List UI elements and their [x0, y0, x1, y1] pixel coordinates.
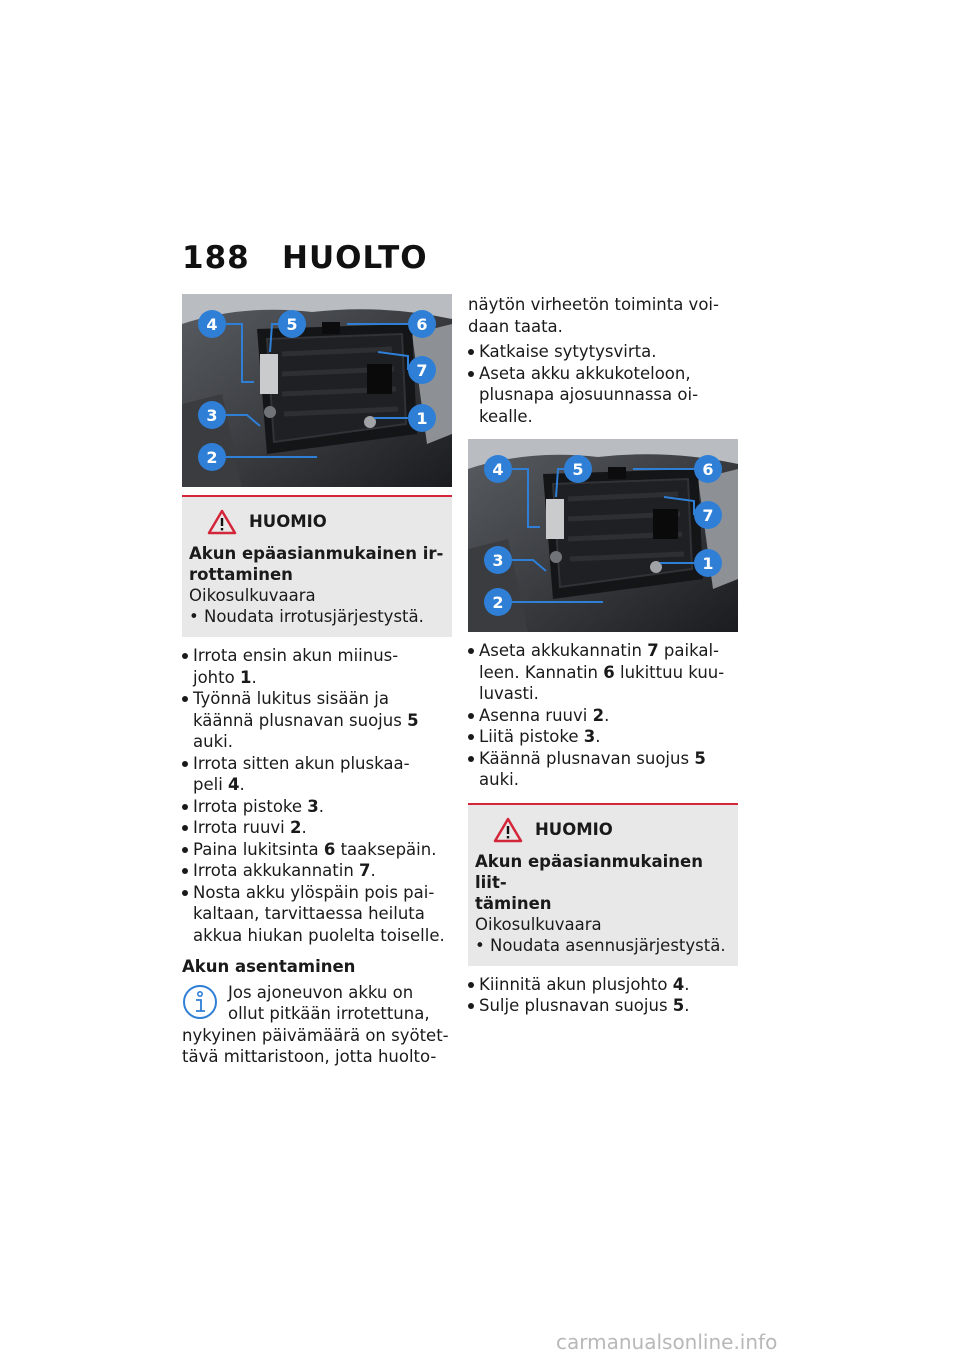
callout-4: 4 [206, 315, 218, 334]
notice-heading-line-2: rottaminen [189, 565, 293, 584]
notice-box [182, 495, 452, 637]
list-item: Aseta akkukannatin 7 paikal- leen. Kannatin 6 lukittuu kuu- luvasti. [468, 640, 738, 705]
callout-1: 1 [416, 409, 428, 428]
battery-photo-2 [468, 439, 738, 632]
list-item: Irrota ensin akun miinus- johto 1. [182, 645, 452, 688]
list-item: Irrota akkukannatin 7. [182, 860, 452, 882]
list-item: Paina lukitsinta 6 taaksepäin. [182, 839, 452, 861]
battery-photo [182, 294, 452, 487]
callout-5: 5 [286, 315, 298, 334]
warning-icon [207, 509, 237, 535]
info-line-2: ollut pitkään irrotettuna, [228, 1004, 430, 1023]
list-item: Aseta akku akkukoteloon, plusnapa ajosuunnassa oi- kealle. [468, 363, 738, 428]
removal-steps [182, 645, 452, 946]
list-item: Työnnä lukitus sisään ja käännä plusnavan suojus 5 auki. [182, 688, 452, 753]
callout-6: 6 [416, 315, 428, 334]
callout-7: 7 [702, 506, 714, 525]
info-note [182, 982, 452, 1068]
list-item: Irrota pistoke 3. [182, 796, 452, 818]
installation-steps-2 [468, 640, 738, 791]
notice-box-2 [468, 803, 738, 966]
right-column [468, 294, 738, 1017]
page-header [182, 240, 428, 276]
callout-3: 3 [492, 551, 504, 570]
left-column [182, 294, 452, 1068]
notice-heading-line-2: täminen [475, 893, 552, 913]
list-item: Sulje plusnavan suojus 5. [468, 995, 738, 1017]
callout-2: 2 [492, 593, 504, 612]
callout-4: 4 [492, 460, 504, 479]
battery-illustration-2 [468, 439, 738, 632]
notice-action: • Noudata asennusjärjestystä. [475, 935, 726, 955]
info-line-4: tävä mittaristoon, jotta huolto- [182, 1047, 437, 1066]
callout-3: 3 [206, 406, 218, 425]
chapter-title: HUOLTO [282, 240, 428, 276]
continuation-text: näytön virheetön toiminta voi- daan taata. [468, 295, 719, 336]
notice-consequence: Oikosulkuvaara [475, 914, 602, 934]
info-line-1: Jos ajoneuvon akku on [228, 982, 414, 1002]
list-item: Kiinnitä akun plusjohto 4. [468, 974, 738, 996]
notice-heading-line-1: Akun epäasianmukainen ir- [189, 544, 444, 563]
page-number: 188 [182, 240, 250, 276]
notice-action: • Noudata irrotusjärjestystä. [189, 607, 424, 626]
list-item: Irrota sitten akun pluskaa- peli 4. [182, 753, 452, 796]
info-icon [182, 984, 218, 1020]
warning-icon [493, 817, 523, 843]
installation-steps-1 [468, 341, 738, 427]
callout-7: 7 [416, 361, 428, 380]
list-item: Asenna ruuvi 2. [468, 705, 738, 727]
list-item: Irrota ruuvi 2. [182, 817, 452, 839]
section-subheading: Akun asentaminen [182, 957, 356, 976]
info-line-3: nykyinen päivämäärä on syötet- [182, 1025, 449, 1045]
battery-illustration [182, 294, 452, 487]
list-item: Liitä pistoke 3. [468, 726, 738, 748]
notice-consequence: Oikosulkuvaara [189, 586, 316, 605]
list-item: Katkaise sytytysvirta. [468, 341, 738, 363]
notice-label: HUOMIO [249, 512, 327, 532]
callout-1: 1 [702, 554, 714, 573]
notice-heading-line-1: Akun epäasianmukainen liit- [475, 851, 703, 892]
callout-6: 6 [702, 460, 714, 479]
list-item: Käännä plusnavan suojus 5 auki. [468, 748, 738, 791]
notice-label: HUOMIO [535, 819, 613, 839]
callout-2: 2 [206, 448, 218, 467]
installation-steps-3 [468, 974, 738, 1017]
callout-5: 5 [572, 460, 584, 479]
list-item: Nosta akku ylöspäin pois pai- kaltaan, tarvittaessa heiluta akkua hiukan puolelta toiselle. [182, 882, 452, 947]
watermark: carmanualsonline.info [556, 1330, 778, 1354]
